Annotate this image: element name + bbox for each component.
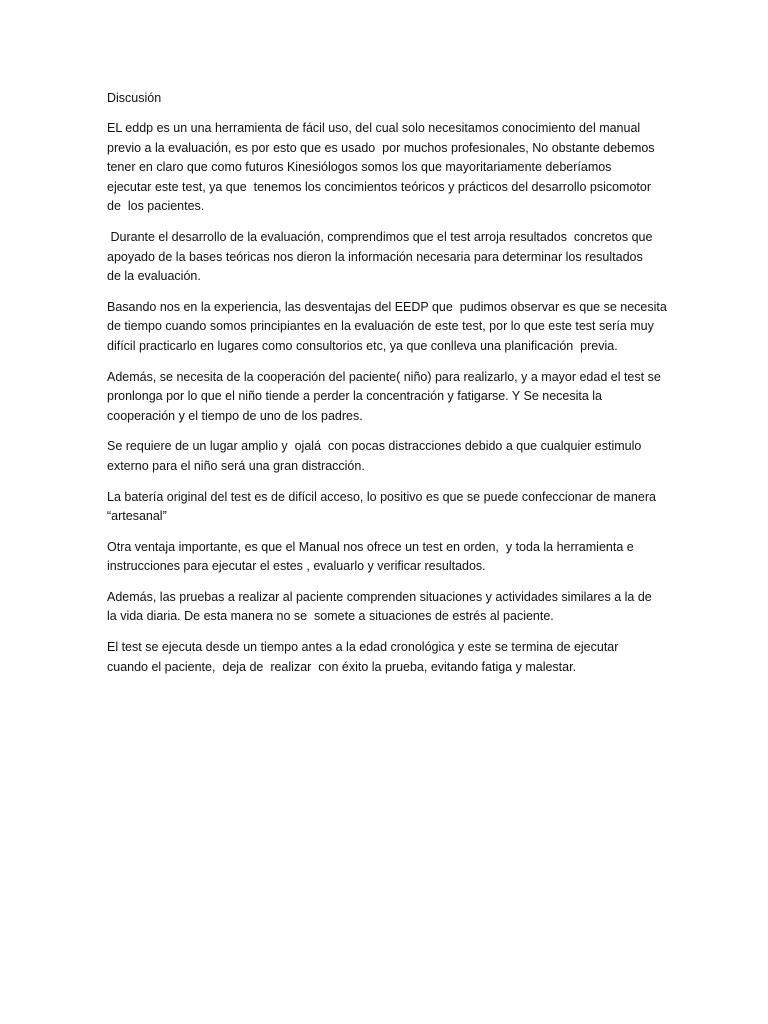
paragraph-line: Además, las pruebas a realizar al paciente comprenden situaciones y actividades similares a la de [107,589,652,604]
paragraph-line: EL eddp es un una herramienta de fácil uso, del cual solo necesitamos conocimiento del manual [107,121,641,135]
paragraph-line: apoyado de la bases teóricas nos dieron la información necesaria para determinar los resultados [107,249,643,264]
paragraph-line: de tiempo cuando somos principiantes en la evaluación de este test, por lo que este test sería muy [107,319,654,334]
paragraph-line: externo para el niño será una gran distracción. [107,458,365,473]
page-title: Discusión [107,91,162,105]
paragraph-line: de los pacientes. [107,199,205,214]
paragraph-line: tener en claro que como futuros Kinesiólogos somos los que mayoritariamente deberíamos [107,160,612,175]
paragraph-line: Se requiere de un lugar amplio y ojalá con pocas distracciones debido a que cualquier estimulo [107,439,642,454]
paragraph-line: instrucciones para ejecutar el estes , evaluarlo y verificar resultados. [107,559,486,574]
paragraph [107,368,667,427]
paragraph-line: pronlonga por lo que el niño tiende a perder la concentración y fatigarse. Y Se necesita la [107,389,603,404]
paragraph [107,228,667,287]
paragraph-line: difícil practicarlo en lugares como consultorios etc, ya que conlleva una planificación previa. [107,338,618,353]
paragraph-line: cuando el paciente, deja de realizar con éxito la prueba, evitando fatiga y malestar. [107,659,577,674]
paragraph [107,298,667,357]
paragraph [107,538,667,577]
document-page [107,88,667,688]
paragraph-line: la vida diaria. De esta manera no se somete a situaciones de estrés al paciente. [107,609,554,624]
paragraph-line: La batería original del test es de difícil acceso, lo positivo es que se puede confeccionar de manera [107,489,656,504]
paragraph-line: El test se ejecuta desde un tiempo antes a la edad cronológica y este se termina de ejecutar [107,640,619,655]
paragraph-line: Basando nos en la experiencia, las desventajas del EEDP que pudimos observar es que se necesita [107,299,667,314]
document-body [107,119,667,677]
paragraph [107,638,667,677]
paragraph [107,488,667,527]
paragraph [107,119,667,217]
paragraph-line: previo a la evaluación, es por esto que es usado por muchos profesionales, No obstante debemos [107,140,655,155]
paragraph-line: de la evaluación. [107,269,201,284]
paragraph [107,588,667,627]
paragraph-line: Durante el desarrollo de la evaluación, comprendimos que el test arroja resultados concretos que [107,229,653,244]
paragraph-line: cooperación y el tiempo de uno de los padres. [107,408,363,423]
paragraph [107,437,667,476]
paragraph-line: “artesanal” [107,509,167,524]
paragraph-line: Además, se necesita de la cooperación del paciente( niño) para realizarlo, y a mayor edad el test se [107,369,661,384]
paragraph-line: ejecutar este test, ya que tenemos los concimientos teóricos y prácticos del desarrollo psicomotor [107,179,652,194]
paragraph-line: Otra ventaja importante, es que el Manual nos ofrece un test en orden, y toda la herramienta e [107,539,634,554]
